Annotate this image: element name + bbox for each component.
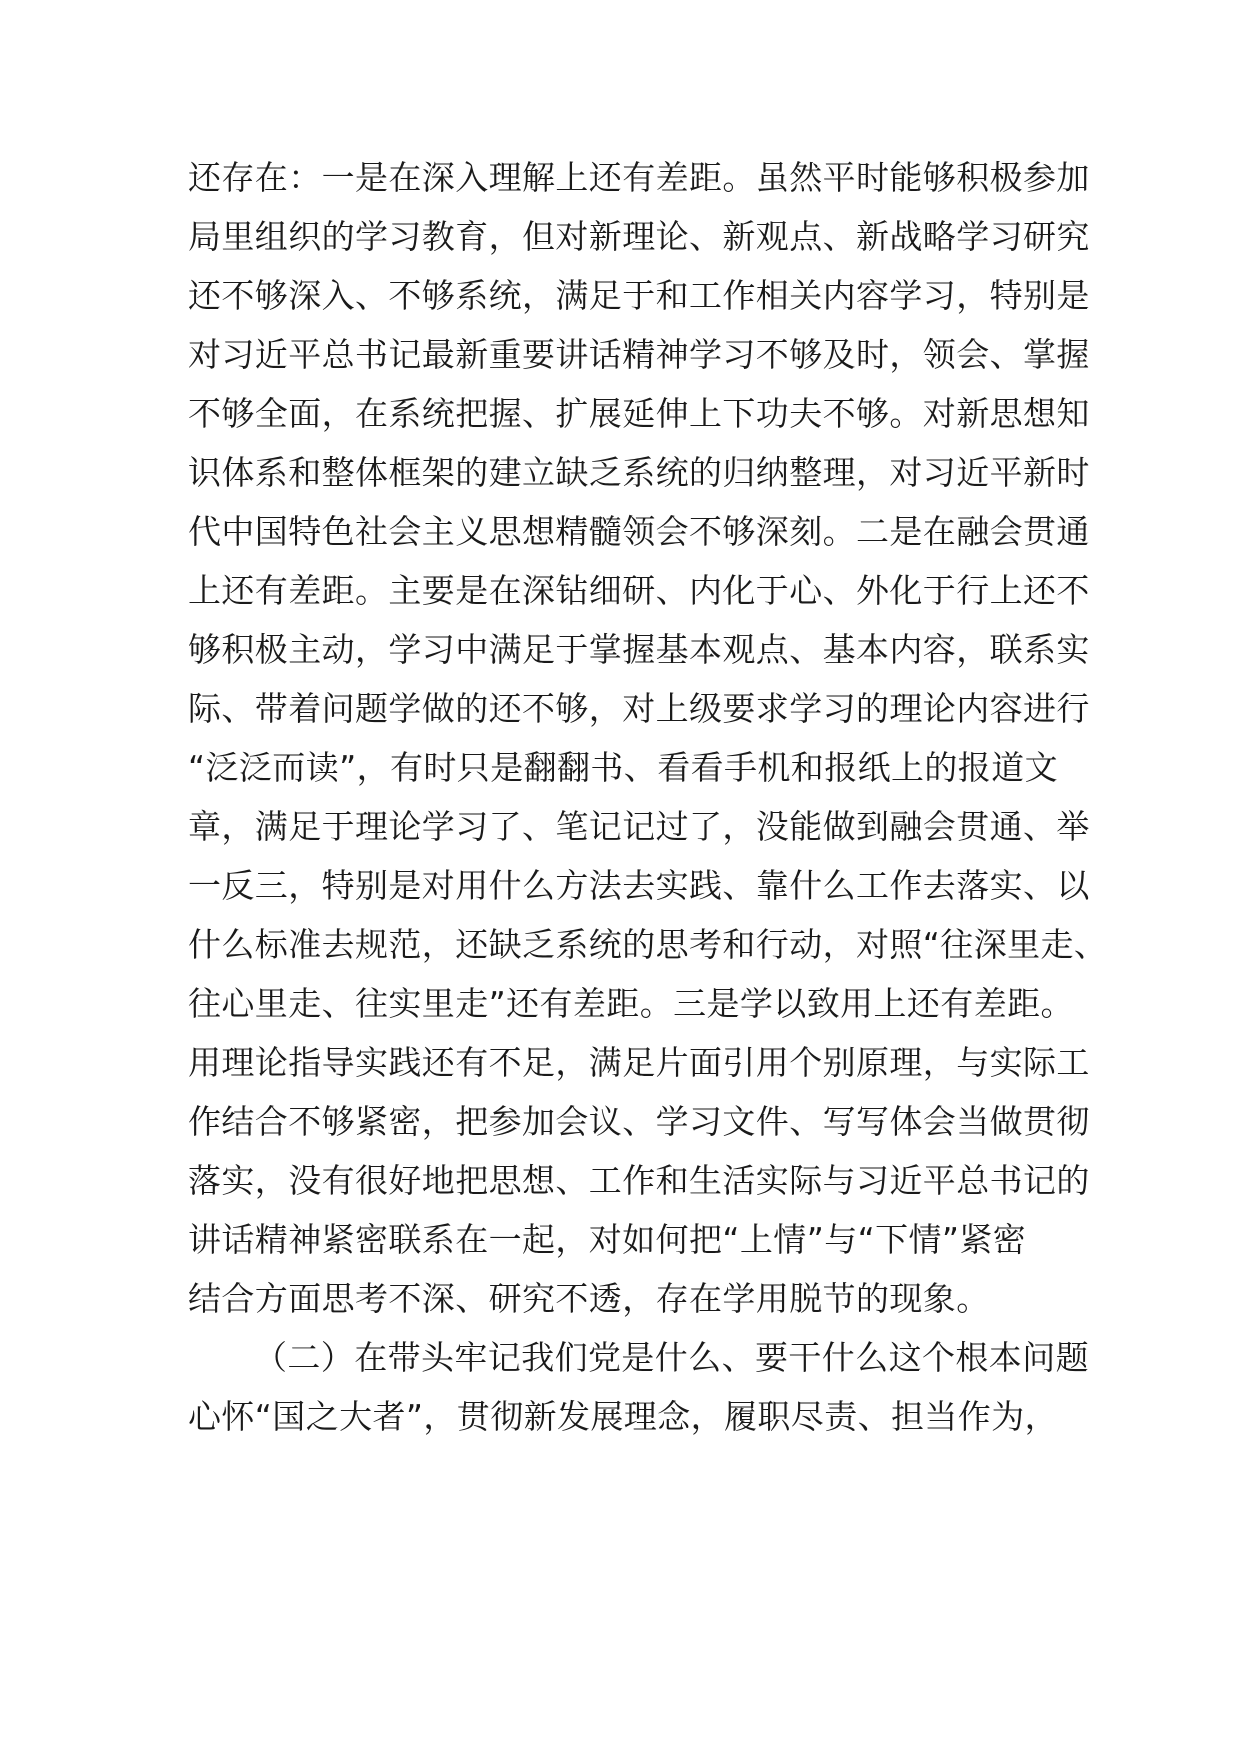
section-heading-line: （二）在带头牢记我们党是什么、要干什么这个根本问题	[254, 1338, 1089, 1377]
paragraph-line: 章，满足于理论学习了、笔记记过了，没能做到融会贯通、举	[188, 807, 1090, 846]
paragraph-line: 不够全面，在系统把握、扩展延伸上下功夫不够。对新思想知	[188, 394, 1090, 433]
paragraph-line: 代中国特色社会主义思想精髓领会不够深刻。二是在融会贯通	[188, 512, 1090, 551]
paragraph-line: 讲话精神紧密联系在一起，对如何把“上情”与“下情”紧密	[188, 1220, 1027, 1259]
paragraph-line: 一反三，特别是对用什么方法去实践、靠什么工作去落实、以	[188, 866, 1090, 905]
paragraph-line: 心怀“国之大者”，贯彻新发展理念，履职尽责、担当作为，	[188, 1397, 1058, 1436]
paragraph-line: 用理论指导实践还有不足，满足片面引用个别原理，与实际工	[188, 1043, 1090, 1082]
paragraph-line: 落实，没有很好地把思想、工作和生活实际与习近平总书记的	[188, 1161, 1090, 1200]
paragraph-line: 什么标准去规范，还缺乏系统的思考和行动，对照“往深里走、	[188, 925, 1108, 964]
paragraph-line: 往心里走、往实里走”还有差距。三是学以致用上还有差距。	[188, 984, 1074, 1023]
paragraph-line: 还不够深入、不够系统，满足于和工作相关内容学习，特别是	[188, 276, 1090, 315]
paragraph-line: “泛泛而读”，有时只是翻翻书、看看手机和报纸上的报道文	[188, 748, 1058, 787]
paragraph-line: 识体系和整体框架的建立缺乏系统的归纳整理，对习近平新时	[188, 453, 1090, 492]
paragraph-line: 还存在：一是在深入理解上还有差距。虽然平时能够积极参加	[188, 158, 1090, 197]
paragraph-line: 局里组织的学习教育，但对新理论、新观点、新战略学习研究	[188, 217, 1090, 256]
paragraph-line: 作结合不够紧密，把参加会议、学习文件、写写体会当做贯彻	[188, 1102, 1090, 1141]
paragraph-line: 对习近平总书记最新重要讲话精神学习不够及时，领会、掌握	[188, 335, 1090, 374]
paragraph-line: 际、带着问题学做的还不够，对上级要求学习的理论内容进行	[188, 689, 1090, 728]
paragraph-line: 够积极主动，学习中满足于掌握基本观点、基本内容，联系实	[188, 630, 1090, 669]
paragraph-line: 上还有差距。主要是在深钻细研、内化于心、外化于行上还不	[188, 571, 1090, 610]
paragraph-line: 结合方面思考不深、研究不透，存在学用脱节的现象。	[188, 1279, 990, 1318]
